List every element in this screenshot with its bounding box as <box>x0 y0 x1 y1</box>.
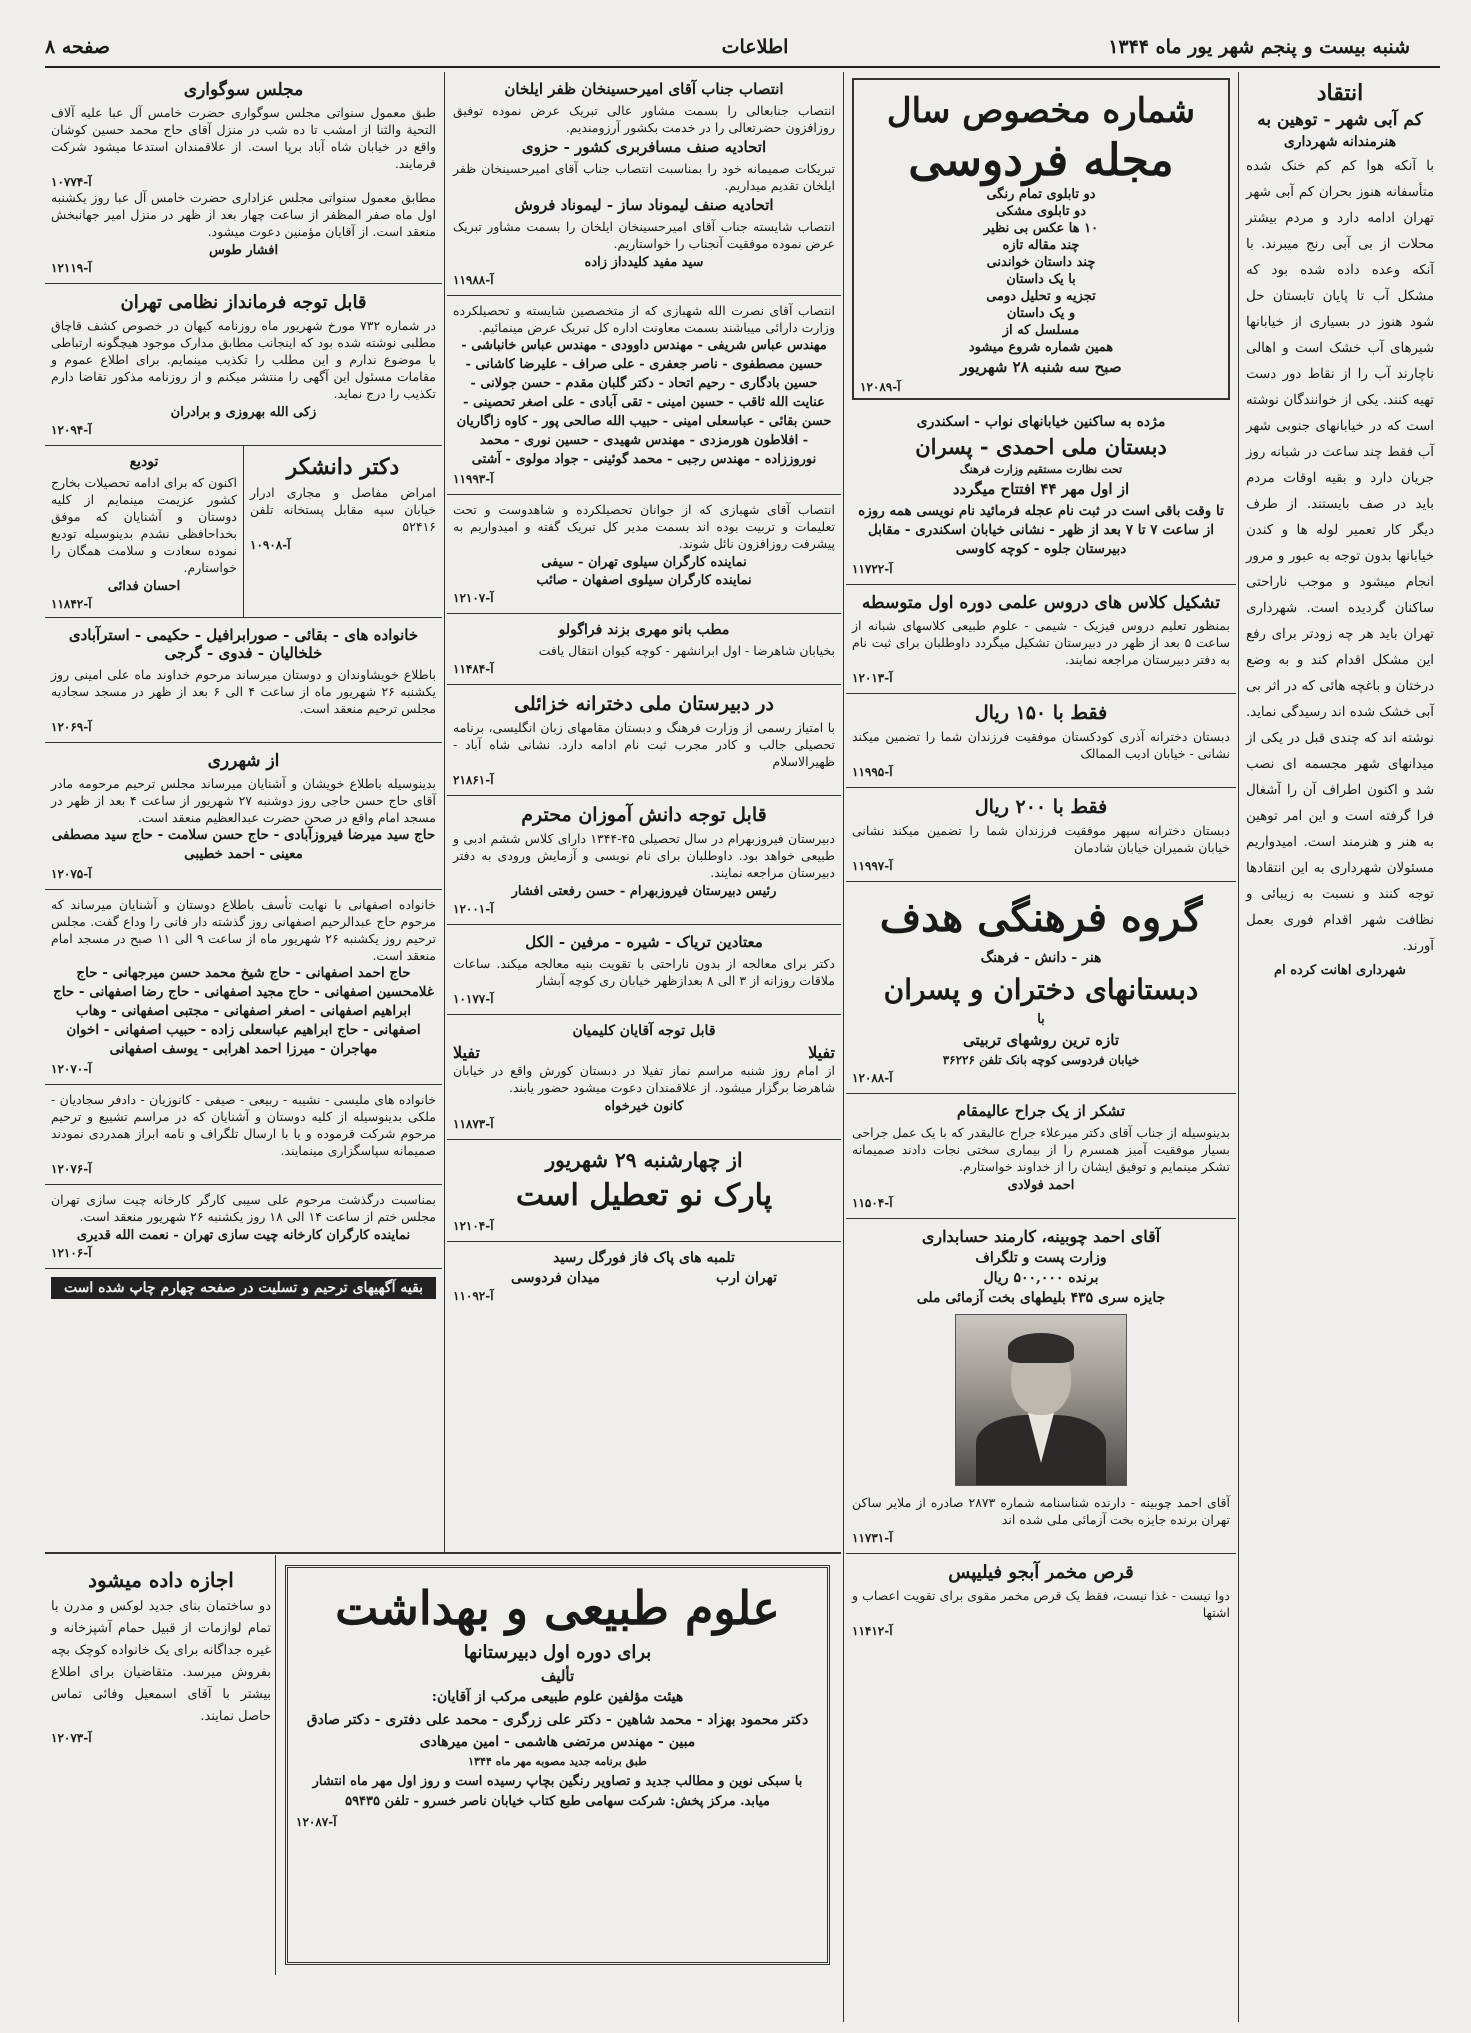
ad-ref: آ-۱۰۱۷۷ <box>453 992 494 1006</box>
criticism-body: با آنکه هوا کم کم خنک شده متأسفانه هنوز بحران کم آبی شهر تهران ادامه دارد و مردم بیشتر محلات از بی آبی رنج میبرند. با آنکه وعده داده شده بود که مشکل آب تا پایان تابستان حل شود هنوز در بسیاری از خیابانها شیرهای آب خشک است و اهالی ناچارند آب را از نقاط دور دست تهیه کنند. یکی از خوانندگان نوشته است که در خیابانهای جنوبی شهر آب فقط چند ساعت در شبانه روز جریان دارد و بقیه اوقات مردم باید در صف بایستند. از طرف دیگر کار تعمیر لوله ها و کندن خیابانها بدون توجه به عبور و مرور انجام میشود و موجب ناراحتی ساکنان گردیده است. شهرداری تهران باید هر چه زودتر برای رفع این مشکل اقدام کند و به وضع درختان و باغچه هائی که در اثر بی آبی خشک شده اند رسیدگی نماید. نوشته اند که چندی قبل در یکی از میدانهای شهر مجسمه ای نصب شد و اکنون اطراف آن را آشغال فرا گرفته است و این امر توهین به هنر و هنرمند است. امیدواریم مسئولان شهرداری به این انتقادها توجه کنند و نسبت به زیبائی و نظافت شهر اقدام فوری بعمل آورند. <box>1246 159 1434 954</box>
ad-body: خانواده اصفهانی با نهایت تأسف باطلاع دوستان و آشنایان میرساند که مرحوم حاج عبدالرحیم اصفهانی روز گذشته دار فانی را وداع گفت. مجلس ترحیم روز یکشنبه ۲۶ شهریور ماه از ساعت ۹ الی ۱۱ صبح در مسجد امام منعقد است. <box>51 897 436 963</box>
ad-title: از چهارشنبه ۲۹ شهریور <box>545 1148 743 1172</box>
azari-school-ad <box>846 694 1236 788</box>
ad-signature: احمد فولادی <box>1007 1178 1075 1193</box>
ad-title: قابل توجه آقایان کلیمیان <box>572 1023 716 1039</box>
magazine-line: همین شماره شروع میشود <box>968 340 1114 355</box>
ad-subtitle: تازه ترین روشهای تربیتی <box>962 1031 1120 1049</box>
magazine-line: ۱۰ ها عکس بی نظیر <box>983 221 1099 236</box>
ad-body: بمنظور تعلیم دروس فیزیک - شیمی - علوم طبیعی کلاسهای شبانه از ساعت ۵ بعد از ظهر در دبیرستان تشکیل میگردد داوطلبان برای ثبت نام به دفتر دبیرستان مراجعه نمایند. <box>852 618 1230 667</box>
ad-title: بقیه آگهیهای ترحیم و تسلیت در صفحه چهارم چاپ شده است <box>51 1277 436 1299</box>
ad-title: دبستان ملی احمدی - پسران <box>915 434 1167 459</box>
students-notice-ad <box>447 796 841 925</box>
ad-body: انتصاب آقای نصرت الله شهبازی که از متخصصین شایسته و تحصیلکرده وزارت دارائی میباشند بسمت معاونت اداره کل تبریک عرض مینمائیم. <box>453 303 835 335</box>
permission-ad <box>45 1560 277 1992</box>
ad-names: حاج احمد اصفهانی - حاج شیخ محمد حسن میرجهانی - حاج غلامحسین اصفهانی - حاج مجید اصفهانی - حاج رضا اصفهانی - حاج ابراهیم اصفهانی - اصغر اصفهانی - مجتبی اصفهانی - وهاب اصفهانی - حاج ابراهیم عباسعلی زاده - حبیب اصفهانی - اخوان مهاجران - میرزا احمد اهرابی - یوسف اصفهانی <box>53 965 434 1057</box>
ad-subtitle: هنر - دانش - فرهنگ <box>980 950 1102 966</box>
ad-ref: آ-۲۱۸۶۱ <box>453 773 494 787</box>
ad-body: تا وقت باقی است در ثبت نام عجله فرمائید نام نویسی همه روزه از ساعت ۷ تا ۷ بعد از ظهر - نشانی خیابان اسکندری - مقابل دبیرستان جلوه - کوچه کاوسی <box>858 503 1224 557</box>
ad-body: با امتیاز رسمی از وزارت فرهنگ و دبستان مقامهای زبان انگلیسی، برنامه تحصیلی جالب و کادر مجرب ثبت نام ادامه دارد. نشانی شاه آباد - ظهیرالاسلام <box>453 720 835 769</box>
ad-title: اجازه داده میشود <box>88 1568 234 1592</box>
magazine-line: دو تابلوی مشکی <box>995 204 1087 219</box>
kalimian-ad <box>447 1015 841 1140</box>
ad-title: علوم طبیعی و بهداشت <box>335 1581 780 1635</box>
magazine-name: مجله فردوسی <box>908 135 1174 186</box>
ad-body: آقای احمد چوبینه - دارنده شناسنامه شماره ۲۸۷۳ صادره از ملایر ساکن تهران برنده جایزه بخت آزمائی ملی شده اند <box>852 1495 1230 1527</box>
ad-title: قابل توجه دانش آموزان محترم <box>521 804 767 826</box>
ad-body: امراض مفاصل و مجاری ادرار خیابان سپه مقابل پستخانه تلفن ۵۲۴۱۶ <box>250 485 436 534</box>
ad-ref: آ-۱۱۹۹۳ <box>453 472 494 486</box>
ad-title: دبستانهای دختران و پسران <box>883 973 1199 1006</box>
ad-subtitle: با <box>1037 1012 1045 1027</box>
ad-title: تشکر از یک جراح عالیمقام <box>956 1102 1126 1120</box>
header-page: صفحه ۸ <box>45 36 111 58</box>
ad-body: دبیرستان فیروزبهرام در سال تحصیلی ۴۵-۱۳۴۴ دارای کلاس ششم ادبی و طبیعی خواهد بود. داوطلبان برای نام نویسی و آزمایش ورودی به دفتر دبیرستان مراجعه نمایند. <box>453 831 835 880</box>
criticism-column <box>1240 72 1440 2022</box>
ad-title: قابل توجه فرمانداز نظامی تهران <box>120 292 367 313</box>
lottery-winner-ad <box>846 1219 1236 1554</box>
ad-signature: زکی الله بهروزی و برادران <box>170 405 317 420</box>
ad-title: آقای احمد چوبینه، کارمند حسابداری <box>921 1227 1161 1246</box>
ad-body: طبق معمول سنواتی مجلس سوگواری حضرت خامس آل عبا علیه آلاف التحیة والثنا از امشب تا ده شب در منزل آقای حاج محمد حسین کوشان واقع در خیابان شاه آباد برپا است. از علاقمندان استدعا میشود شرکت فرمایند. <box>51 105 436 171</box>
ads-column-3 <box>447 72 841 1552</box>
ad-body: انتصاب آقای شهبازی که از جوانان تحصیلکرده و شاهدوست و تحت تعلیمات و تربیت بوده اند بسمت مدیر کل تبریک گفته و امیدواریم به پیشرفت روزافزون نائل شوند. <box>453 502 835 551</box>
ad-ref: آ-۱۲۱۰۷ <box>453 591 494 605</box>
ad-title: اتحادیه صنف لیموناد ساز - لیموناد فروش <box>514 196 774 214</box>
ad-ref: آ-۱۲۰۸۹ <box>860 380 901 394</box>
ad-title: فقط با ۲۰۰ ریال <box>974 796 1108 818</box>
ad-body: تبریکات صمیمانه خود را بمناسبت انتصاب جناب آقای امیرحسینخان ظفر ایلخان تقدیم میداریم. <box>453 161 835 193</box>
criticism-subhead: هنرمندانه شهرداری <box>1283 134 1397 150</box>
ad-title: مجلس سوگواری <box>183 80 304 100</box>
magazine-line: با یک داستان <box>1006 272 1076 287</box>
ad-ref: آ-۱۱۴۸۴ <box>453 662 494 676</box>
ad-body: بمناسبت درگذشت مرحوم علی سیبی کارگر کارخانه چیت سازی تهران مجلس ختم از ساعت ۱۴ الی ۱۸ روز یکشنبه ۲۶ شهریور منعقد است. <box>51 1192 436 1224</box>
magazine-footer: صبح سه شنبه ۲۸ شهریور <box>960 358 1122 376</box>
addiction-clinic-ad <box>447 925 841 1015</box>
ad-signature: افشار طوس <box>208 243 279 258</box>
winner-photo <box>955 1314 1127 1486</box>
shahbazi-congrats-ad <box>447 296 841 495</box>
header-date: شنبه بیست و پنجم شهر یور ماه ۱۳۴۴ <box>1108 36 1410 58</box>
magazine-line: تجزیه و تحلیل دومی <box>986 289 1096 304</box>
ad-subtitle: تحت نظارت مستقیم وزارت فرهنگ <box>959 463 1123 476</box>
magazine-line: و یک داستان <box>1006 306 1076 321</box>
ad-ref: آ-۱۲۰۸۷ <box>296 1815 337 1829</box>
ad-subtitle: برای دوره اول دبیرستانها <box>463 1642 652 1663</box>
ad-subtitle: تألیف <box>540 1667 575 1685</box>
ad-ref: آ-۱۱۸۴۲ <box>51 597 92 611</box>
ad-body: خانواده های ملیسی - نشیبه - ربیعی - صیفی - کانوزیان - دادفر سجادیان - ملکی بدینوسیله از کلیه دوستان و آشنایان که در مراسم تشییع و ترحیم مرحوم شرکت فرموده و یا با ارسال تلگراف و نامه ابراز همدردی نمودند صمیمانه سپاسگزاری مینمایند. <box>51 1092 436 1158</box>
ad-body: دوا نیست - غذا نیست، فقط یک قرص مخمر مقوی برای تقویت اعصاب و اشتها <box>852 1588 1230 1620</box>
ad-names: حاج سید میرضا فیروزآبادی - حاج حسن سلامت - حاج سید مصطفی معینی - احمد خطیبی <box>51 827 436 862</box>
ad-ref: آ-۱۱۷۲۲ <box>852 562 893 576</box>
ad-subtitle: خیابان فردوسی کوچه بانک تلفن ۳۶۲۲۶ <box>942 1053 1140 1067</box>
header-newspaper: اطلاعات <box>721 36 789 58</box>
doctor-farewell-row <box>45 446 442 618</box>
philips-yeast-ad <box>846 1554 1236 1646</box>
ad-signature: نماینده کارگران سیلوی تهران - سیفی <box>541 555 747 570</box>
ad-body: انتصاب شایسته جناب آقای امیرحسینخان ایلخان را بسمت مشاور تبریک عرض نموده موفقیت آنجناب را خواستاریم. <box>453 219 835 251</box>
criticism-headline: کم آبی شهر - توهین به <box>1257 110 1423 130</box>
ad-body: بخیابان شاهرضا - اول ابرانشهر - کوچه کیوان انتقال یافت <box>538 643 835 658</box>
ad-subtitle: هیئت مؤلفین علوم طبیعی مرکب از آقایان: <box>431 1689 684 1705</box>
column-rule <box>275 1555 276 1975</box>
ad-signature: نماینده کارگران سیلوی اصفهان - صائب <box>536 573 752 588</box>
continued-notice <box>45 1269 442 1311</box>
magazine-line: دو تابلوی تمام رنگی <box>986 187 1096 202</box>
ad-signature: نماینده کارگران کارخانه چیت سازی تهران - نعمت الله قدیری <box>76 1228 411 1243</box>
ad-signature: کانون خیرخواه <box>604 1099 684 1114</box>
ad-title: تلمبه های پاک فاز فورگل رسید <box>553 1250 735 1266</box>
textile-workers-ad <box>45 1185 442 1269</box>
ad-subtitle: جایزه سری ۴۳۵ بلیطهای بخت آزمائی ملی <box>916 1290 1166 1306</box>
families-ad <box>45 618 442 743</box>
ad-body: بدینوسیله از جناب آقای دکتر میرعلاء جراح عالیقدر که با یک عمل جراحی بسیار موفقیت آمیز همسرم را از بیماری سختی نجات دادند صمیمانه تشکر مینمایم و توفیق ایشان را از خداوند خواستارم. <box>852 1125 1230 1174</box>
clinic-move-ad <box>447 614 841 685</box>
ad-ref: آ-۱۲۱۰۶ <box>51 1246 92 1260</box>
ad-body: اکنون که برای ادامه تحصیلات بخارج کشور عزیمت مینمایم از کلیه دوستان و آشنایان که موفق بخداحافظی نشدم بدینوسیله تودیع نموده سعادت و سلامت همگان را خواستارم. <box>51 475 237 575</box>
ad-body: دکتر محمود بهزاد - محمد شاهین - دکتر علی زرگری - محمد علی دفتری - دکتر صادق مبین - مهندس مرتضی هاشمی - امین میرهادی <box>306 1712 809 1750</box>
ad-ref: آ-۱۰۹۰۸ <box>250 538 291 552</box>
ad-subtitle: از اول مهر ۴۴ افتتاح میگردد <box>952 480 1130 498</box>
science-classes-ad <box>846 585 1236 694</box>
military-governor-ad <box>45 284 442 446</box>
ad-subtitle: برنده ۵۰۰,۰۰۰ ریال <box>983 1270 1099 1286</box>
appointment-ad <box>447 72 841 296</box>
park-closed-ad <box>447 1140 841 1242</box>
ferdowsi-magazine-ad <box>852 78 1230 400</box>
thanks-families-ad <box>45 1085 442 1185</box>
ad-ref: آ-۱۰۷۷۴ <box>51 175 92 189</box>
ad-body: دو ساختمان بنای جدید لوکس و مدرن با تمام لوازمات از قبیل حمام آشپزخانه و غیره جداگانه برای یک خانواده کوچک بچه بفروش میرسد. متقاضیان برای اطلاع بیشتر با آقای اسمعیل وفائی تماس حاصل نمایند. <box>51 1599 271 1724</box>
ad-subtitle: تفیلا <box>808 1043 835 1062</box>
pumps-ad <box>447 1242 841 1311</box>
ad-ref: آ-۱۱۰۹۲ <box>453 1289 494 1303</box>
ads-column-4 <box>45 72 442 1552</box>
ad-body: دکتر برای معالجه از بدون ناراحتی با تقویت بنیه معالجه میکند. ساعات ملاقات روزانه از ۳ الی ۸ بعدازظهر خیابان ری کوچه آبشار <box>453 956 835 988</box>
criticism-title: انتقاد <box>1316 80 1364 106</box>
ad-ref: آ-۱۱۹۹۵ <box>852 765 893 779</box>
ad-title: فقط با ۱۵۰ ریال <box>974 702 1108 724</box>
ad-ref: آ-۱۲۰۷۰ <box>51 1062 92 1076</box>
ad-body: دبستان دخترانه سپهر موفقیت فرزندان شما را تضمین میکند نشانی خیابان شمیران خیابان شادمان <box>852 823 1230 855</box>
ad-ref: آ-۱۲۰۱۳ <box>852 671 893 685</box>
ad-title: تودیع <box>129 454 159 470</box>
ad-ref: آ-۱۱۹۹۷ <box>852 859 893 873</box>
ad-ref: آ-۱۲۱۰۴ <box>453 1219 494 1233</box>
ad-title: قرص مخمر آبجو فیلیپس <box>948 1562 1134 1583</box>
ad-title: تشکیل کلاس های دروس علمی دوره اول متوسطه <box>861 593 1221 613</box>
ad-ref: آ-۱۱۹۸۸ <box>453 273 494 287</box>
ads-column-2 <box>846 72 1236 2022</box>
page-header <box>45 30 1440 68</box>
column-rule <box>843 72 844 2022</box>
ad-title: انتصاب جناب آقای امیرحسینخان ظفر ایلخان <box>504 80 784 98</box>
ad-ref: آ-۱۲۰۹۴ <box>51 423 92 437</box>
ad-body: مطابق معمول سنواتی مجلس عزاداری حضرت خامس آل عبا روز یکشنبه اول ماه صفر المظفر از ساعت چهار بعد از ظهر در منزل امیر جهانبخش منعقد است. از آقایان مؤمنین دعوت میشود. <box>51 190 436 239</box>
surgeon-thanks-ad <box>846 1094 1236 1219</box>
ad-ref: آ-۱۲۰۷۵ <box>51 867 92 881</box>
ad-body: با سبکی نوین و مطالب جدید و تصاویر رنگین بچاپ رسیده است و روز اول مهر ماه انتشار میابد. مرکز پخش: شرکت سهامی طبع کتاب خیابان ناصر خسرو - تلفن ۵۹۴۳۵ <box>312 1774 803 1809</box>
mourning-ad <box>45 72 442 284</box>
column-rule <box>444 72 445 1552</box>
magazine-title: شماره مخصوص سال <box>886 91 1196 131</box>
magazine-line: چند داستان خواندنی <box>986 255 1096 270</box>
ad-ref: آ-۱۲۰۷۳ <box>51 1731 92 1745</box>
ad-ref: آ-۱۲۱۱۹ <box>51 261 92 275</box>
shahre-rey-ad <box>45 743 442 890</box>
sepehr-school-ad <box>846 788 1236 882</box>
ad-ref: آ-۱۲۰۶۹ <box>51 720 92 734</box>
ad-ref: آ-۱۲۰۸۸ <box>852 1071 893 1085</box>
criticism-signature: شهرداری اهانت کرده ام <box>1274 963 1406 978</box>
ad-ref: آ-۱۱۵۰۴ <box>852 1196 893 1210</box>
ad-title: گروه فرهنگی هدف <box>879 894 1203 941</box>
ad-title: از شهرری <box>207 751 280 771</box>
isfahani-family-ad <box>45 890 442 1085</box>
magazine-line: چند مقاله تازه <box>1002 238 1080 253</box>
khazaeli-school-ad <box>447 685 841 796</box>
ad-ref: آ-۱۲۰۷۶ <box>51 1162 92 1176</box>
ad-signature: احسان فدائی <box>107 579 181 594</box>
ad-subtitle: میدان فردوسی <box>511 1270 600 1286</box>
ad-title: در دبیرستان ملی دخترانه خزائلی <box>514 693 774 715</box>
ad-title: خانواده های - بقائی - صورابرافیل - حکیمی - استرآبادی خلخالیان - فدوی - گرجی <box>68 626 419 662</box>
ad-subtitle: وزارت پست و تلگراف <box>975 1250 1107 1266</box>
farewell-ad <box>45 446 243 617</box>
bottom-rule <box>45 1552 841 1554</box>
ad-title: معتادین تریاک - شیره - مرفین - الکل <box>525 933 763 951</box>
ad-body: از امام روز شنبه مراسم نماز تفیلا در دبستان کورش واقع در خیابان شاهرضا برگزار میشود. از علاقمندان دعوت میشود حضور یابند. <box>453 1063 835 1095</box>
textbook-ad <box>285 1565 830 1965</box>
ad-ref: آ-۱۱۷۳۱ <box>852 1531 893 1545</box>
ad-body: بدینوسیله باطلاع خویشان و آشنایان میرساند مجلس ترحیم مرحومه مادر آقای حاج حسن حاجی روز دوشنبه ۲۷ شهریور از ساعت ۴ بعد از ظهر در مسجد امام واقع در صحن حضرت عبدالعظیم منعقد است. <box>51 776 437 825</box>
ad-title: اتحادیه صنف مسافربری کشور - حزوی <box>521 138 767 156</box>
ad-body: دبستان دخترانه آذری کودکستان موفقیت فرزندان شما را تضمین میکند نشانی - خیابان ادیب الممالک <box>852 729 1230 761</box>
magazine-line: مسلسل که از <box>1002 323 1080 338</box>
hadaf-group-ad <box>846 882 1236 1094</box>
ad-title: دکتر دانشکر <box>286 454 400 480</box>
ad-subtitle: طبق برنامه جدید مصوبه مهر ماه ۱۳۴۴ <box>468 1755 647 1768</box>
ad-body: انتصاب جنابعالی را بسمت مشاور عالی تبریک عرض نموده توفیق روزافزون حضرتعالی را در خدمت بکشور آرزومندیم. <box>453 103 835 135</box>
ad-names: مهندس عباس شریفی - مهندس داوودی - مهندس عباس خانباشی - حسین مصطفوی - ناصر جعفری - علی صراف - علیرضا کاشانی - حسین بادگاری - رحیم اتحاد - دکتر گلبان مقدم - حسن جولانی - عنایت الله ثاقب - حسین امینی - تقی آبادی - علی اصغر تحصینی - حسن بقائی - عباسعلی امینی - حبیب الله صالحی پور - کاوه زاگاریان - افلاطون هورمزدی - مهندس شهیدی - حسین نوری - محمد نوروززاده - مهندس رجبی - محمد گوئینی - جواد مولوی - آشتی <box>456 338 832 467</box>
ad-ref: آ-۱۱۴۱۲ <box>852 1624 893 1638</box>
ad-title: مطب بانو مهری بزند فراگولو <box>558 622 730 638</box>
ad-title: پارک نو تعطیل است <box>515 1178 773 1213</box>
doctor-ad <box>243 446 442 617</box>
column-rule <box>1238 72 1239 2022</box>
ad-signature: سید مفید کلیدداز زاده <box>584 255 704 270</box>
ad-ref: آ-۱۱۸۷۳ <box>453 1117 494 1131</box>
ad-body: در شماره ۷۳۲ مورخ شهریور ماه روزنامه کیهان در خصوص کشف قاچاق مطلبی نوشته شده بود که اینجانب مطابق مدارک موجود هیچگونه ارتباطی با موضوع ندارم و این مطلب را تکذیب مینمایم. برای اطلاع عموم و مقامات مسئول این آگهی را منتشر میکنم و از روزنامه مذکور تقاضا دارم تکذیب را درج نماید. <box>51 318 436 401</box>
ad-subtitle: تفیلا <box>453 1043 480 1062</box>
silo-workers-ad <box>447 495 841 614</box>
ad-ref: آ-۱۲۰۰۱ <box>453 902 494 916</box>
ad-signature: رئیس دبیرستان فیروزبهرام - حسن رفعتی افشار <box>511 884 777 899</box>
ad-subtitle: تهران ارب <box>716 1270 777 1286</box>
ahmadi-school-ad <box>846 406 1236 585</box>
ad-body: باطلاع خویشاوندان و دوستان میرساند مرحوم خداوند ماه علی امینی روز یکشنبه ۲۶ شهریور ماه از ساعت ۴ الی ۶ بعد از ظهر در مسجد سجادیه مجلس ترحیم منعقد است. <box>51 667 436 716</box>
ad-pretitle: مژده به ساکنین خیابانهای نواب - اسکندری <box>916 414 1166 430</box>
